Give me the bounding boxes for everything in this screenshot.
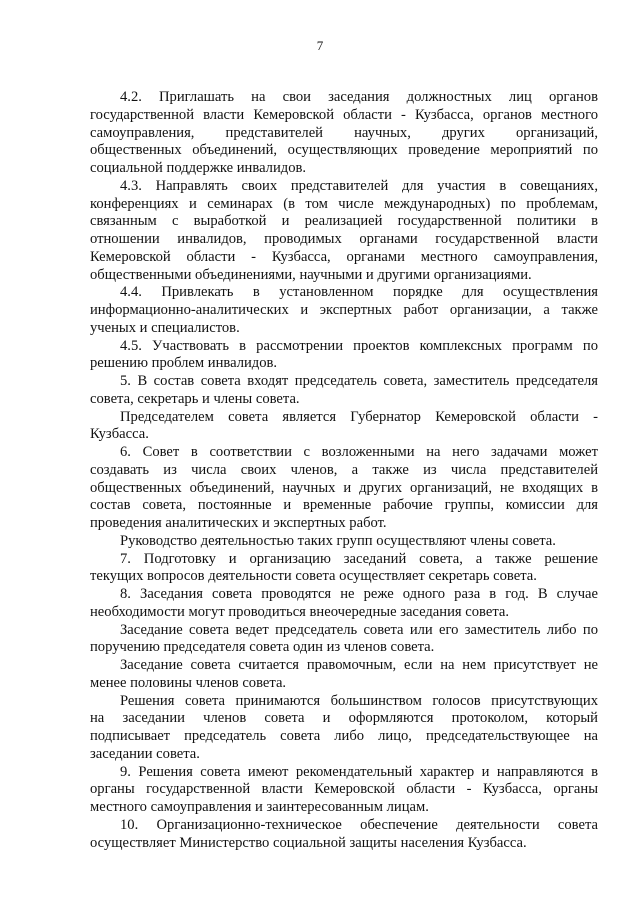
page-number: 7 (316, 38, 324, 53)
text-line: Заседание совета считается правомочным, если на нем присутствует не (120, 657, 598, 673)
text-line: самоуправления, представителей научных, других организаций, (90, 124, 598, 141)
text-line: связанным с выработкой и реализацией государственной политики в (90, 213, 598, 230)
text-line: Решения совета принимаются большинством голосов присутствующих (120, 692, 598, 709)
text-line: поручению председателя совета один из членов совета. (90, 639, 435, 656)
text-line: на заседании членов совета и оформляются протоколом, который (90, 710, 598, 727)
text-line: 8. Заседания совета проводятся не реже одного раза в год. В случае (120, 586, 598, 602)
text-line: социальной поддержке инвалидов. (90, 160, 307, 176)
text-line: общественными объединениями, научными и другими организациями. (90, 266, 532, 283)
text-line: 4.2. Приглашать на свои заседания должностных лиц органов (120, 89, 598, 105)
text-line: текущих вопросов деятельности совета осуществляет секретарь совета. (90, 568, 537, 585)
text-line: проведения аналитических и экспертных работ. (90, 515, 387, 531)
text-line: 6. Совет в соответствии с возложенными на него задачами может (120, 444, 598, 460)
text-line: Председателем совета является Губернатор Кемеровской области - (120, 408, 598, 425)
text-line: заседании совета. (90, 745, 200, 762)
text-line: отношении инвалидов, проводимых органами государственной власти (90, 231, 598, 247)
text-line: состав совета, постоянные и временные рабочие группы, комиссии для (90, 497, 598, 514)
text-line: государственной власти Кемеровской области - Кузбасса, органов местного (90, 106, 598, 123)
text-line: менее половины членов совета. (90, 674, 287, 691)
text-line: органы государственной власти Кемеровской области - Кузбасса, органы (90, 781, 598, 798)
text-line: 10. Организационно-техническое обеспечение деятельности совета (120, 816, 598, 833)
text-line: 4.4. Привлекать в установленном порядке для осуществления (120, 284, 598, 301)
text-line: 9. Решения совета имеют рекомендательный характер и направляются в (120, 763, 598, 780)
text-line: Руководство деятельностью таких групп осуществляют члены совета. (120, 532, 556, 549)
text-line: местного самоуправления и заинтересованным лицам. (90, 799, 429, 815)
text-line: 4.5. Участвовать в рассмотрении проектов комплексных программ по (120, 337, 598, 354)
text-line: 7. Подготовку и организацию заседаний совета, а также решение (120, 550, 598, 567)
text-line: информационно-аналитических и экспертных работ организации, а также (90, 302, 598, 318)
text-line: необходимости могут проводиться внеочередные заседания совета. (90, 603, 509, 620)
text-line: 5. В состав совета входят председатель совета, заместитель председателя (120, 373, 598, 389)
text-line: решению проблем инвалидов. (90, 355, 278, 372)
text-line: общественных объединений, научных и других организаций, не входящих в (90, 479, 598, 496)
text-line: Кузбасса. (90, 426, 149, 443)
text-line: осуществляет Министерство социальной защиты населения Кузбасса. (90, 834, 527, 851)
text-line: совета, секретарь и члены совета. (90, 390, 300, 407)
text-line: Заседание совета ведет председатель совета или его заместитель либо по (120, 621, 598, 638)
text-line: Кемеровской области - Кузбасса, органами местного самоуправления, (90, 248, 598, 265)
text-line: общественных объединений, осуществляющих проведение мероприятий по (90, 142, 598, 159)
text-line: подписывает председатель совета либо лицо, председательствующее на (90, 728, 598, 744)
text-line: ученых и специалистов. (90, 319, 240, 336)
text-line: 4.3. Направлять своих представителей для участия в совещаниях, (120, 177, 598, 194)
text-line: создавать из числа своих членов, а также из числа представителей (90, 461, 598, 478)
text-line: конференциях и семинарах (в том числе международных) по проблемам, (90, 195, 598, 212)
